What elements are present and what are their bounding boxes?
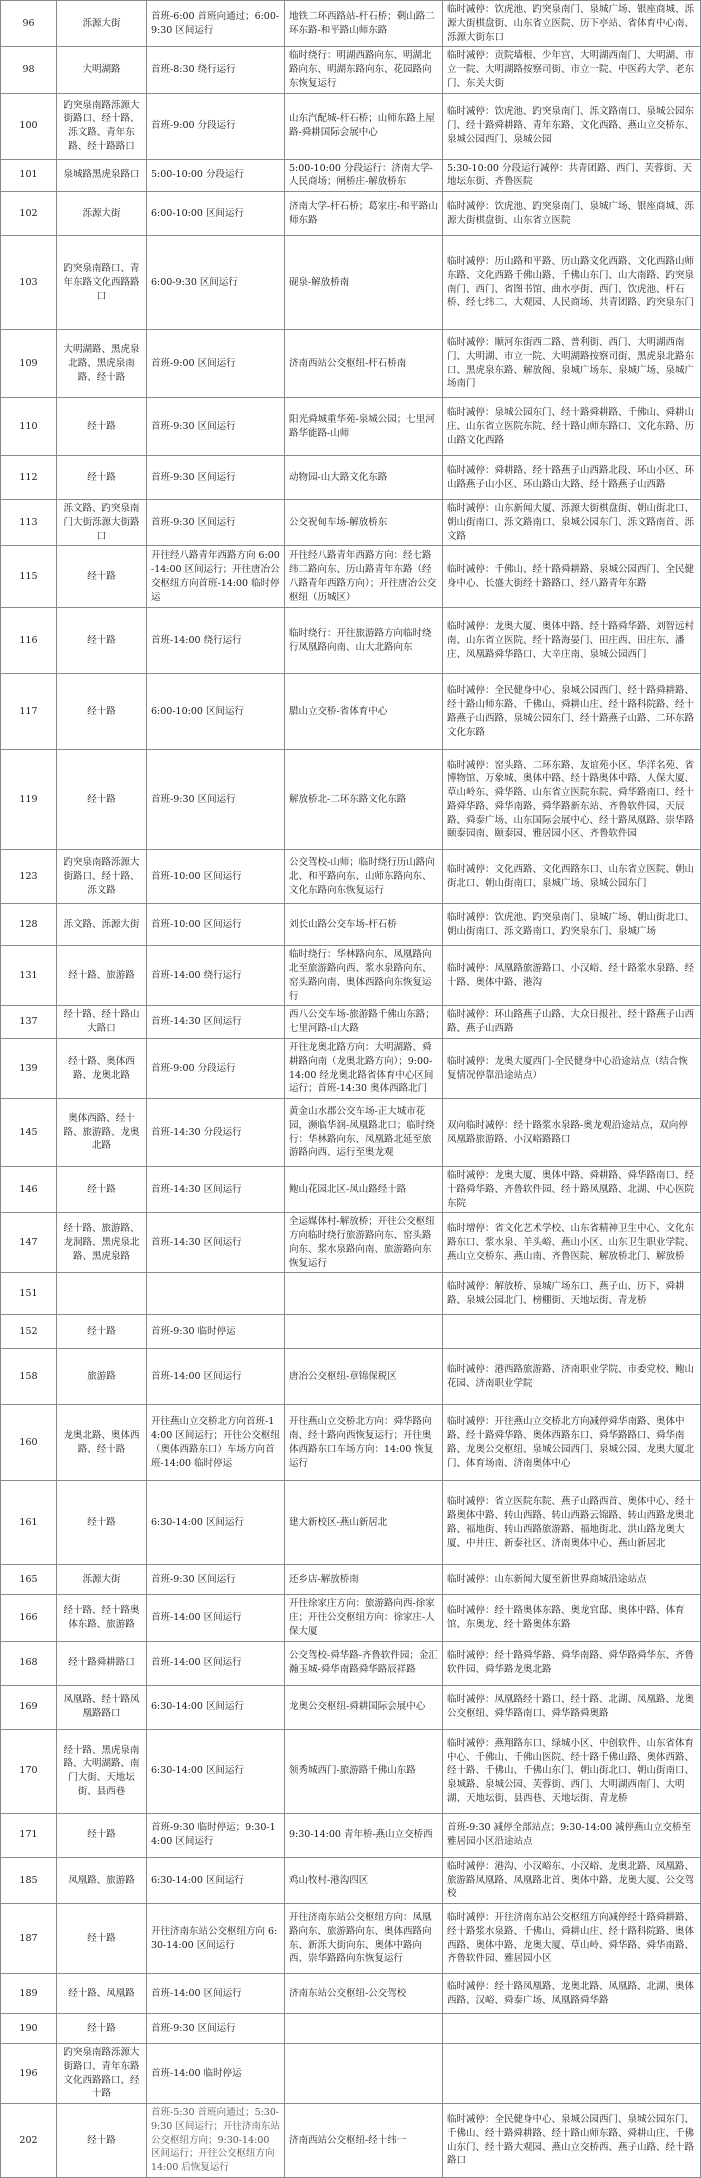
time-period: 首班-10:00 区间运行 [147,904,285,946]
road-section: 经十路舜耕路口 [57,1641,147,1685]
road-section: 经十路 [57,1315,147,1349]
route-number: 101 [1,159,57,192]
table-row [1,1641,701,1685]
table-row [1,1904,701,1974]
table-row [1,236,701,330]
route-number: 128 [1,904,57,946]
road-section: 凤凰路、旅游路 [57,1857,147,1903]
table-row [1,850,701,904]
route-number: 117 [1,674,57,750]
road-section: 泉城路黑虎泉路口 [57,159,147,192]
road-section: 经十路、经十路奥体东路、旅游路 [57,1595,147,1641]
table-row [1,1273,701,1315]
time-period: 首班-9:30 区间运行 [147,1565,285,1595]
stop-change: 临时减停：贡院墙根、少年宫、大明湖西南门、大明湖、市立一院、大明湖路按察司街、市立一院、中医药大学、老东门、东关大街 [443,47,701,93]
route-change: 济南东站公交枢纽-公交驾校 [285,1974,443,2014]
route-change [285,1273,443,1315]
route-change: 唐冶公交枢纽-章锦保税区 [285,1349,443,1405]
road-section: 经十路、奥体西路、龙奥北路 [57,1039,147,1099]
time-period: 6:30-14:00 区间运行 [147,1481,285,1565]
time-period: 首班-9:30 区间运行 [147,500,285,546]
route-number: 170 [1,1729,57,1813]
time-period: 首班-10:00 区间运行 [147,850,285,904]
road-section: 趵突泉南路泺源大街路口、青年东路文化西路路口、经十路 [57,2044,147,2104]
route-number: 100 [1,93,57,159]
route-change: 5:00-10:00 分段运行：济南大学-人民商场；闸桥庄-解放桥东 [285,159,443,192]
time-period: 首班-14:00 绕行运行 [147,946,285,1006]
table-row [1,47,701,93]
road-section: 经十路、旅游路、龙洞路、黑虎泉北路、黑虎泉路 [57,1213,147,1273]
table-row [1,2014,701,2044]
time-period: 首班-14:00 区间运行 [147,1974,285,2014]
table-row [1,750,701,850]
route-change: 开往济南东站公交枢纽方向：凤凰路向东、旅游路向东、奥体西路向东、新泺大街向东、奥体中路向西、崇华路路向东恢复运行 [285,1904,443,1974]
road-section: 大明湖路 [57,47,147,93]
stop-change: 临时减停：凤凰路旅游路口、小汉峪、经十路浆水泉路、经十路、奥体中路、港沟 [443,946,701,1006]
route-change: 临时绕行：华林路向东、凤凰路向北至旅游路向西、浆水泉路向东、窑头路向南、奥体西路向东恢复运行 [285,946,443,1006]
time-period: 首班-9:00 区间运行 [147,330,285,398]
stop-change: 临时减停：龙奥大厦、奥体中路、经十路舜华路、刘智远村南、山东省立医院、经十路海晏门、田庄西、田庄东、潘庄、凤凰路舜华路口、大辛庄南、泉城公园西门 [443,608,701,674]
road-section: 经十路、旅游路 [57,946,147,1006]
route-number: 187 [1,1904,57,1974]
stop-change [443,2044,701,2104]
table-row [1,1315,701,1349]
stop-change: 临时减停：环山路燕子山路、大众日报社、经十路燕子山西路、燕子山西路 [443,1006,701,1039]
route-change: 临时绕行：明湖西路向东、明湖北路向东、明湖东路向东、花园路向东恢复运行 [285,47,443,93]
route-number: 116 [1,608,57,674]
stop-change: 临时减停：全民健身中心、泉城公园西门、经十路舜耕路、经十路山师东路、千佛山、舜耕山庄、经十路科院路、经十路燕子山西路、泉城公园东门、经十路燕子山路、二环东路文化东路 [443,674,701,750]
route-number: 145 [1,1099,57,1167]
route-change: 建大新校区-燕山新居北 [285,1481,443,1565]
route-change: 公交祝甸车场-解放桥东 [285,500,443,546]
route-change: 西八公交车场-旅游路千佛山东路；七里河路-山大路 [285,1006,443,1039]
time-period: 首班-9:30 临时停运 [147,1315,285,1349]
time-period: 首班-9:30 区间运行 [147,2014,285,2044]
route-change: 砚泉-解放桥南 [285,236,443,330]
stop-change: 临时减停：饮虎池、趵突泉南门、泉城广场、银座商城、泺源大街棋盘街、山东省立医院、历下亭站、省体育中心南、泺源大街东口 [443,1,701,47]
route-change: 全运媒体村-解放桥；开往公交枢纽方向临时绕行旅游路向东、窑头路向东、浆水泉路向南、旅游路向东恢复运行 [285,1213,443,1273]
road-section: 经十路 [57,398,147,456]
route-number: 152 [1,1315,57,1349]
stop-change: 临时减停：经十路凤凰路、龙奥北路、凤凰路、北湖、奥体西路、汉峪、舜泰广场、凤凰路舜华路 [443,1974,701,2014]
route-number: 112 [1,456,57,500]
time-period: 开往经八路青年西路方向 6:00-14:00 区间运行；开往唐冶公交枢纽方向首班-14:00 临时停运 [147,546,285,608]
route-change [285,1315,443,1349]
stop-change: 临时减停：饮虎池、趵突泉南门、泉城广场、银座商城、泺源大街棋盘街、山东省立医院 [443,192,701,236]
road-section: 经十路 [57,674,147,750]
stop-change: 临时减停：开往燕山立交桥北方向减停舜华南路、奥体中路、经十路舜华路、奥体西路东口、舜华路路口、舜华南路、龙奥公交枢纽、泉城公园西门、泉城公园、龙奥大厦北门、体育场南、济南奥体中心 [443,1405,701,1481]
time-period: 首班-14:30 区间运行 [147,1213,285,1273]
time-period: 开往济南东站公交枢纽方向 6:30-14:00 区间运行 [147,1904,285,1974]
stop-change: 临时减停：凤凰路经十路口、经十路、北湖、凤凰路、龙奥公交枢纽、舜华路南口、舜华路舜奥路 [443,1685,701,1729]
route-change: 动物园-山大路文化东路 [285,456,443,500]
time-period: 6:30-14:00 区间运行 [147,1729,285,1813]
time-period: 6:00-10:00 区间运行 [147,674,285,750]
route-number: 189 [1,1974,57,2014]
route-number: 196 [1,2044,57,2104]
route-change: 济南西站公交枢纽-经十纬一 [285,2104,443,2178]
route-number: 119 [1,750,57,850]
stop-change: 临时减停：全民健身中心、泉城公园西门、泉城公园东门、千佛山、经十路舜耕路、经十路山师东路、舜耕山庄、千佛山东门、经十路大观园、燕山立交桥西、燕子山路、经十路路口 [443,2104,701,2178]
time-period: 首班-14:30 区间运行 [147,1167,285,1213]
time-period: 5:00-10:00 分段运行 [147,159,285,192]
time-period: 首班-14:00 区间运行 [147,1349,285,1405]
route-number: 102 [1,192,57,236]
time-period: 首班-9:00 分段运行 [147,1039,285,1099]
stop-change: 临时减停：历山路和平路、历山路文化西路、文化西路山师东路、文化西路千佛山路、千佛山东门、山大南路、趵突泉南门、西门、省图书馆、曲水亭街、西门、饮虎池、杆石桥、经七纬二、大观园、人民商场、共青团路、趵突泉东门 [443,236,701,330]
route-number: 115 [1,546,57,608]
time-period: 首班-14:30 区间运行 [147,1006,285,1039]
table-row [1,1813,701,1857]
route-change: 鲍山花园北区-凤山路经十路 [285,1167,443,1213]
route-change: 公交驾校-舜华路-齐鲁软件园；金汇瀚玉城-舜华南路舜华路辰祥路 [285,1641,443,1685]
time-period: 6:00-9:30 区间运行 [147,236,285,330]
route-number: 109 [1,330,57,398]
route-change: 开往龙奥北路方向：大明湖路、舜耕路向南（龙奥北路方向）；9:00-14:00 经龙奥北路省体育中心区间运行；首班-14:30 奥体西路北门 [285,1039,443,1099]
road-section: 经十路 [57,546,147,608]
table-row [1,1405,701,1481]
table-row [1,1595,701,1641]
table-row [1,1974,701,2014]
stop-change: 首班-9:30 减停全部站点；9:30-14:00 减停燕山立交桥至雅居园小区沿途站点 [443,1813,701,1857]
route-number: 139 [1,1039,57,1099]
time-period: 首班-8:30 绕行运行 [147,47,285,93]
route-number: 160 [1,1405,57,1481]
table-row [1,1857,701,1903]
route-change: 领秀城西门-旅游路千佛山东路 [285,1729,443,1813]
road-section: 奥体西路、经十路、旅游路、龙奥北路 [57,1099,147,1167]
table-row [1,1006,701,1039]
stop-change: 临时减停：饮虎池、趵突泉南门、泺文路南口、泉城公园东门、经十路舜耕路、青年东路、文化西路、燕山立交桥东、泉城公园西门、泉城公园 [443,93,701,159]
route-number: 169 [1,1685,57,1729]
road-section: 经十路、凤凰路 [57,1974,147,2014]
route-change [285,2044,443,2104]
table-row [1,1481,701,1565]
table-row [1,456,701,500]
time-period: 首班-14:30 分段运行 [147,1099,285,1167]
table-row [1,330,701,398]
stop-change: 临时减停：经十路奥体东路、奥龙官邸、奥体中路、体育馆、东奥龙、经十路奥体东路 [443,1595,701,1641]
time-period: 首班-9:00 分段运行 [147,93,285,159]
route-change: 解放桥北-二环东路文化东路 [285,750,443,850]
table-row [1,500,701,546]
table-row [1,904,701,946]
stop-change: 临时减停：省立医院东院、燕子山路西首、奥体中心、经十路奥体中路、转山西路、转山西路云锦路、转山西路龙奥北路、福地街、转山西路旅游路、福地街北、洪山路龙奥大厦、中井庄、新泰社区、济南奥体中心、燕山新居北 [443,1481,701,1565]
table-row [1,2104,701,2178]
road-section: 经十路 [57,750,147,850]
road-section: 经十路 [57,2104,147,2178]
stop-change: 临时减停：文化西路、文化西路东口、山东省立医院、朝山街北口、朝山街南口、泉城广场、泉城公园东门 [443,850,701,904]
route-change: 公交驾校-山师；临时绕行历山路向北、和平路向东、山师东路向东、文化东路向东恢复运行 [285,850,443,904]
route-number: 158 [1,1349,57,1405]
road-section [57,1273,147,1315]
time-period: 首班-9:30 区间运行 [147,750,285,850]
road-section: 泺源大街 [57,192,147,236]
road-section: 趵突泉南路泺源大街路口、经十路、泺文路 [57,850,147,904]
route-change: 还乡店-解放桥南 [285,1565,443,1595]
route-number: 131 [1,946,57,1006]
stop-change: 临时减停：经十路舜华路、舜华南路、舜华路舜华东、齐鲁软件园、舜华路龙奥北路 [443,1641,701,1685]
table-row [1,159,701,192]
stop-change: 临时减停：山东新闻大厦、泺源大街棋盘街、朝山街北口、朝山街南口、泺文路南口、泉城公园东门、泺文路南首、泺文路 [443,500,701,546]
route-number: 185 [1,1857,57,1903]
route-number: 202 [1,2104,57,2178]
route-number: 168 [1,1641,57,1685]
stop-change: 临时减停：龙奥大厦、奥体中路、舜耕路、舜华路南口、经十路舜华路、齐鲁软件园、经十路凤凰路、北湖、中心医院东院 [443,1167,701,1213]
road-section: 泺源大街 [57,1,147,47]
route-change: 腊山立交桥-省体育中心 [285,674,443,750]
route-change: 开往徐家庄方向：旅游路向西-徐家庄；开往公交枢纽方向：徐家庄-人保大厦 [285,1595,443,1641]
stop-change: 临时减停：山东新闻大厦至新世界商城沿途站点 [443,1565,701,1595]
route-number: 161 [1,1481,57,1565]
stop-change: 临时增停：省文化艺术学校、山东省精神卫生中心、文化东路东口、浆水泉、羊头峪、燕山小区、山东卫生职业学院、燕山立交桥东、燕山南、齐鲁医院、解放桥北门、解放桥 [443,1213,701,1273]
stop-change: 临时减停：饮虎池、趵突泉南门、泉城广场、朝山街北口、朝山街南口、泺文路南口、趵突泉东门、泉城广场 [443,904,701,946]
stop-change: 临时减停：港西路旅游路、济南职业学院、市委党校、鲍山花园、济南职业学院 [443,1349,701,1405]
stop-change [443,1315,701,1349]
stop-change: 临时减停：千佛山、经十路舜耕路、泉城公园西门、全民健身中心、长盛大街经十路路口、经八路青年东路 [443,546,701,608]
time-period: 首班-14:00 绕行运行 [147,608,285,674]
route-number: 103 [1,236,57,330]
stop-change: 临时减停：窑头路、二环东路、友谊苑小区、华洋名苑、省博物馆、万象城、奥体中路、经十路奥体中路、人保大厦、草山岭东、舜华路、山东省立医院东院、舜华路南口、经十路舜华路、舜华南路、舜华路新东站、齐鲁软件园、天辰路、舜泰广场、山东国际会展中心、经十路凤凰路、崇华路颐泰园南、颐泰园、雅居园小区、齐鲁软件园 [443,750,701,850]
table-row [1,674,701,750]
route-number: 96 [1,1,57,47]
time-period: 首班-9:30 临时停运；9:30-14:00 区间运行 [147,1813,285,1857]
table-row [1,1565,701,1595]
route-number: 165 [1,1565,57,1595]
route-change: 鸡山牧村-港沟四区 [285,1857,443,1903]
stop-change: 5:30-10:00 分段运行减停：共青团路、西门、芙蓉街、天地坛东街、齐鲁医院 [443,159,701,192]
road-section: 泺源大街 [57,1565,147,1595]
road-section: 泺文路、趵突泉南门大街泺源大街路口 [57,500,147,546]
road-section: 经十路 [57,1167,147,1213]
route-number: 147 [1,1213,57,1273]
road-section: 经十路 [57,456,147,500]
stop-change: 临时减停：龙奥大厦西门-全民健身中心沿途站点（结合恢复情况停靠沿途站点） [443,1039,701,1099]
route-number: 166 [1,1595,57,1641]
table-row [1,608,701,674]
road-section: 经十路 [57,1481,147,1565]
road-section: 经十路 [57,1813,147,1857]
time-period: 6:30-14:00 区间运行 [147,1685,285,1729]
route-change: 开往经八路青年西路方向：经七路纬二路向东、历山路青年东路（经八路青年西路方向）；开往唐冶公交枢纽（历城区） [285,546,443,608]
road-section: 泺文路、泺源大街 [57,904,147,946]
stop-change: 临时减停：港沟、小汉峪东、小汉峪、龙奥北路、凤凰路、旅游路凤凰路、凤凰路北首、奥体中路、龙奥大厦、公交驾校 [443,1857,701,1903]
stop-change: 临时减停：泉城公园东门、经十路舜耕路、千佛山、舜耕山庄、山东省立医院东院、经十路山师东路口、文化东路、历山路文化西路 [443,398,701,456]
time-period: 首班-9:30 区间运行 [147,456,285,500]
route-number: 110 [1,398,57,456]
road-section: 趵突泉南路泺源大街路口、经十路、泺文路、青年东路、经十路路口 [57,93,147,159]
route-number: 171 [1,1813,57,1857]
route-number: 151 [1,1273,57,1315]
time-period: 6:30-14:00 区间运行 [147,1857,285,1903]
time-period: 开往燕山立交桥北方向首班-14:00 区间运行；开往公交枢纽（奥体西路东口）车场方向首班-14:00 临时停运 [147,1405,285,1481]
route-number: 113 [1,500,57,546]
time-period: 6:00-10:00 区间运行 [147,192,285,236]
route-change: 阳光舜城重华苑-泉城公园；七里河路华能路-山师 [285,398,443,456]
road-section: 凤凰路、经十路凤凰路路口 [57,1685,147,1729]
time-period: 首班-6:00 首班向通过；6:00-9:30 区间运行 [147,1,285,47]
table-row [1,946,701,1006]
table-row [1,1349,701,1405]
table-row [1,1099,701,1167]
route-change: 黄金山水郡公交车场-正大城市花园，濒临华润-凤凰路北口；临时绕行：华林路向东、凤凰路北延至旅游路向西、运行至奥龙观 [285,1099,443,1167]
time-period [147,1273,285,1315]
road-section: 经十路 [57,1904,147,1974]
route-change: 临时绕行：开往旅游路方向临时绕行凤凰路向南、山大北路向东 [285,608,443,674]
road-section: 大明湖路、黑虎泉北路、黑虎泉南路、经十路 [57,330,147,398]
route-change: 开往燕山立交桥北方向：舜华路向南、经十路向西恢复运行；开往奥体西路东口车场方向：14:00 恢复运行 [285,1405,443,1481]
route-number: 123 [1,850,57,904]
table-row [1,398,701,456]
route-change: 9:30-14:00 青年桥-燕山立交桥西 [285,1813,443,1857]
route-change [285,2014,443,2044]
table-row [1,192,701,236]
route-change: 龙奥公交枢纽-舜耕国际会展中心 [285,1685,443,1729]
stop-change: 临时减停：开往济南东站公交枢纽方向减停经十路舜耕路、经十路浆水泉路、千佛山、舜耕山庄、经十路科院路、奥体西路、奥体中路、龙奥大厦、草山岭、舜华路、舜华南路、齐鲁软件园、雅居园小区 [443,1904,701,1974]
route-number: 98 [1,47,57,93]
stop-change: 临时减停：燕翔路东口、绿城小区、中创软件、山东省体育中心、千佛山、千佛山医院、经十路千佛山路、奥体西路、经十路、千佛山、千佛山东门、朝山街北口、朝山街南口、泉城路、泉城公园、芙蓉街、西门、大明湖西南门、大明湖、天地坛街、县西巷、天地坛街、青龙桥 [443,1729,701,1813]
route-change: 山东汽配城-杆石桥；山师东路上屋路-舜耕国际会展中心 [285,93,443,159]
route-number: 146 [1,1167,57,1213]
table-row [1,1729,701,1813]
route-number: 137 [1,1006,57,1039]
stop-change: 临时减停：顺河东街西二路、普利街、西门、大明湖西南门、大明湖、市立一院、大明湖路按察司街、黑虎泉北路东口、黑虎泉东路、解放阁、泉城广场东、泉城广场、泉城广场南门 [443,330,701,398]
stop-change [443,2014,701,2044]
table-row [1,1,701,47]
route-change: 地铁二环西路站-杆石桥；剩山路二环东路-和平路山师东路 [285,1,443,47]
table-row [1,546,701,608]
time-period: 首班-14:00 临时停运 [147,2044,285,2104]
table-row [1,1685,701,1729]
table-row [1,1213,701,1273]
stop-change: 双向临时减停：经十路浆水泉路-奥龙观沿途站点，双向停凤凰路旅游路、小汉峪路路口 [443,1099,701,1167]
table-row [1,1039,701,1099]
road-section: 经十路 [57,2014,147,2044]
road-section: 经十路 [57,608,147,674]
table-row [1,2044,701,2104]
road-section: 经十路、经十路山大路口 [57,1006,147,1039]
table-body [1,1,701,2178]
route-change: 刘长山路公交车场-杆石桥 [285,904,443,946]
table-row [1,1167,701,1213]
time-period: 首班-9:30 区间运行 [147,398,285,456]
route-change: 济南西站公交枢纽-杆石桥南 [285,330,443,398]
stop-change: 临时减停：解放桥、泉城广场东口、燕子山、历下、舜耕路、泉城公园北门、榜棚街、天地坛街、青龙桥 [443,1273,701,1315]
road-section: 趵突泉南路口、青年东路文化西路路口 [57,236,147,330]
time-period: 首班-5:30 首班向通过；5:30-9:30 区间运行；开往济南东站公交枢纽方向；9:30-14:00 区间运行；开往公交枢纽方向 14:00 后恢复运行 [147,2104,285,2178]
table-row [1,93,701,159]
road-section: 龙奥北路、奥体西路、经十路 [57,1405,147,1481]
time-period: 首班-14:00 区间运行 [147,1641,285,1685]
stop-change: 临时减停：舜耕路、经十路燕子山西路北段、环山小区、环山路燕子山小区、环山路山大路、经十路燕子山西路 [443,456,701,500]
route-number: 190 [1,2014,57,2044]
route-change: 济南大学-杆石桥；葛家庄-和平路山师东路 [285,192,443,236]
road-section: 经十路、黑虎泉南路、大明湖路、南门大街、天地坛街、县西巷 [57,1729,147,1813]
time-period: 首班-14:00 区间运行 [147,1595,285,1641]
road-section: 旅游路 [57,1349,147,1405]
